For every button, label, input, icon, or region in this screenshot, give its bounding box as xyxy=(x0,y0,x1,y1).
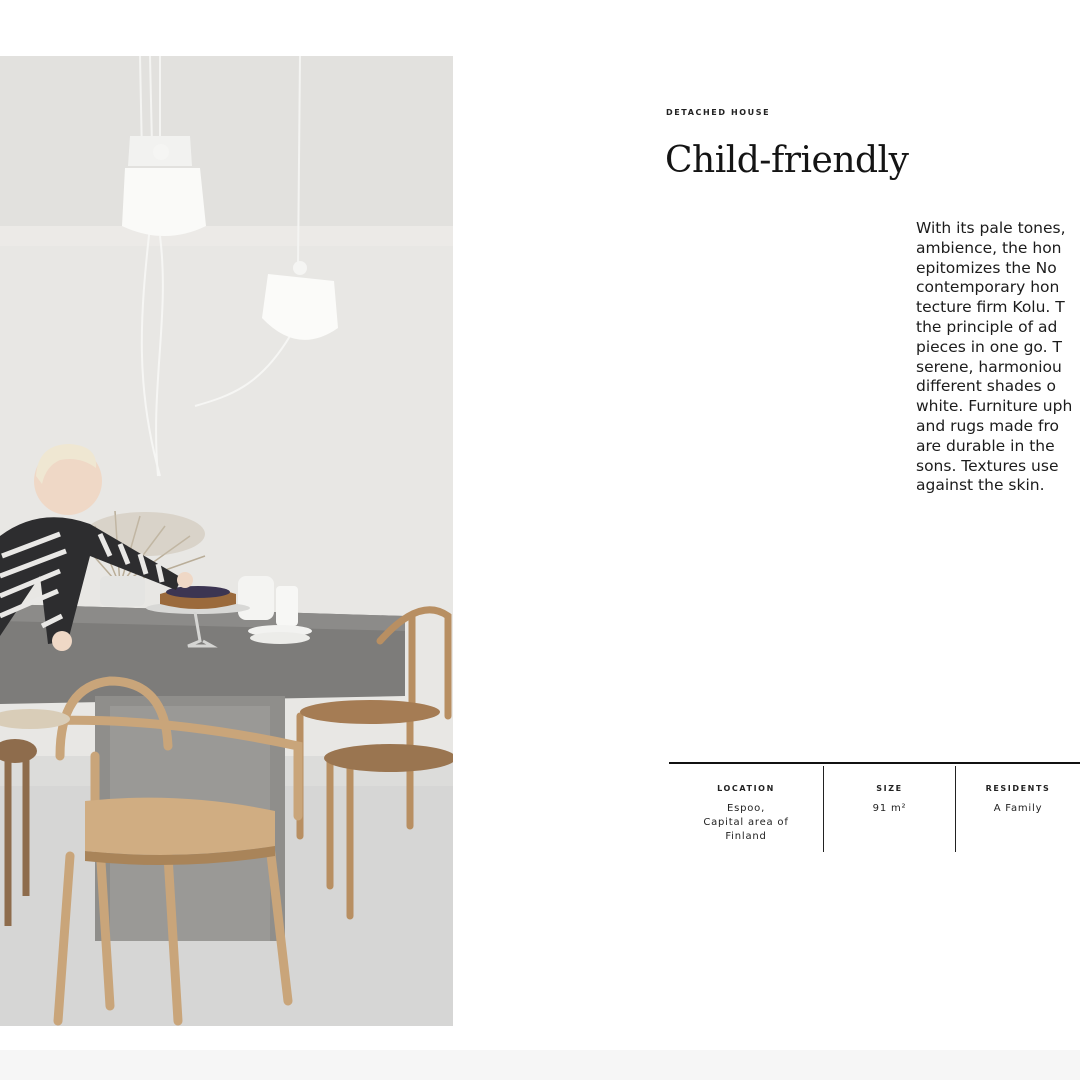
facts-table xyxy=(669,762,1080,852)
fact-location xyxy=(669,766,823,852)
body-line: the principle of ad xyxy=(916,317,1058,336)
fact-label-size: SIZE xyxy=(876,784,903,793)
body-line: contemporary hon xyxy=(916,278,1060,297)
fact-value-size xyxy=(824,802,955,816)
body-line: pieces in one go. T xyxy=(916,337,1062,356)
body-line: epitomizes the No xyxy=(916,258,1057,277)
page-title: Child-friendly xyxy=(665,140,909,181)
fact-size xyxy=(824,766,955,852)
interior-photo xyxy=(0,56,453,1026)
fact-value-line: 91 m² xyxy=(872,803,907,814)
fact-value-line: Espoo, xyxy=(726,803,766,814)
page-bottom-strip xyxy=(0,1050,1080,1080)
body-line: ambience, the hon xyxy=(916,238,1062,257)
body-line: are durable in the xyxy=(916,436,1055,455)
body-line: against the skin. xyxy=(916,476,1045,495)
body-line: sons. Textures use xyxy=(916,456,1059,475)
body-line: white. Furniture uph xyxy=(916,397,1073,416)
body-line: serene, harmoniou xyxy=(916,357,1062,376)
body-line: different shades o xyxy=(916,377,1057,396)
dining-room-photo-illustration xyxy=(0,56,453,1026)
category-label: DETACHED HOUSE xyxy=(666,108,771,117)
fact-label-location: LOCATION xyxy=(717,784,775,793)
body-line: tecture firm Kolu. T xyxy=(916,298,1065,317)
body-paragraph xyxy=(916,219,1080,496)
fact-value-line: Finland xyxy=(725,831,767,842)
fact-value-line: Capital area of xyxy=(703,817,789,828)
fact-label-residents: RESIDENTS xyxy=(985,784,1051,793)
body-line: and rugs made fro xyxy=(916,416,1059,435)
fact-residents xyxy=(956,766,1080,852)
body-line: With its pale tones, xyxy=(916,219,1066,237)
fact-value-location xyxy=(669,802,823,844)
fact-value-residents xyxy=(956,802,1080,816)
fact-value-line: A Family xyxy=(993,803,1043,814)
